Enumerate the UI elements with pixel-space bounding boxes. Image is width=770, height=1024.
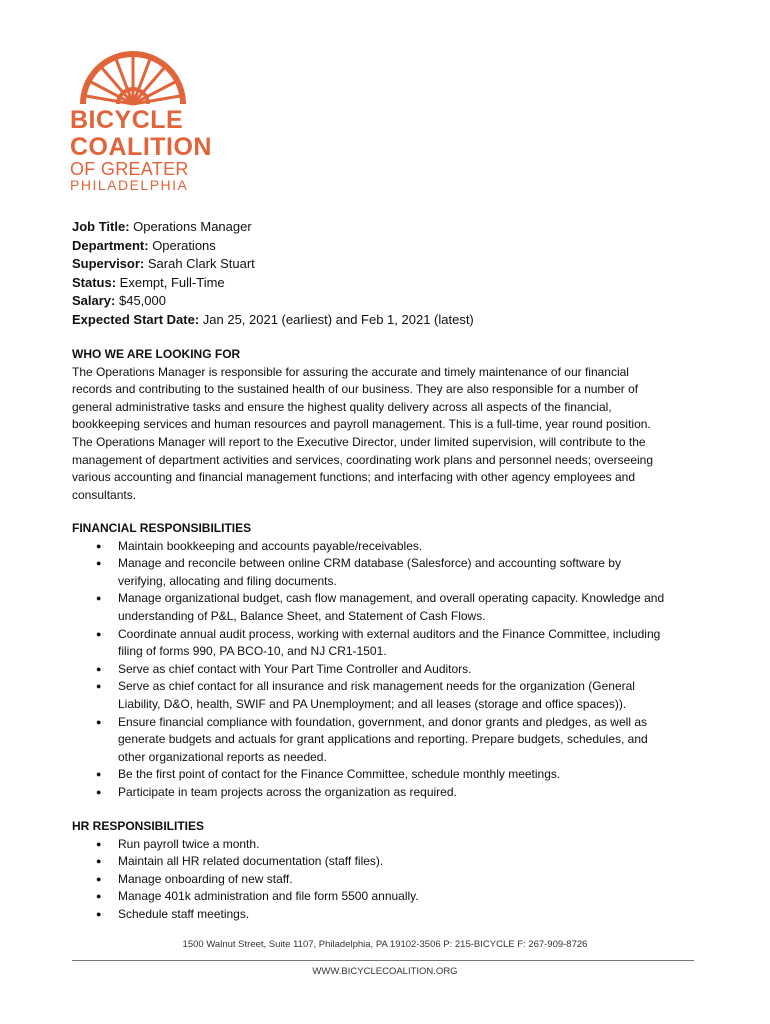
list-item-text: Maintain all HR related documentation (staff files).	[118, 854, 384, 869]
list-item-text: Manage and reconcile between online CRM database (Salesforce) and accounting software by	[118, 556, 621, 571]
financial-responsibilities-section	[72, 520, 702, 802]
logo-text-philadelphia: PHILADELPHIA	[70, 177, 189, 193]
text-line: general administrative tasks and ensure the highest quality delivery across all aspects of the financial,	[72, 399, 612, 414]
list-item	[72, 836, 702, 854]
list-item-text: Coordinate annual audit process, working with external auditors and the Finance Committee, including	[118, 626, 661, 641]
field-value: Jan 25, 2021 (earliest) and Feb 1, 2021 (latest)	[199, 311, 474, 327]
list-item	[72, 590, 702, 625]
logo-text-bicycle: BICYCLE	[70, 106, 184, 134]
field-label: Department:	[72, 237, 149, 253]
field-label: Supervisor:	[72, 256, 145, 272]
list-item-text: other organizational reports as needed.	[118, 749, 327, 764]
list-item-text: Be the first point of contact for the Finance Committee, schedule monthly meetings.	[118, 767, 561, 782]
field-label: Status:	[72, 274, 117, 290]
list-item-text: Participate in team projects across the organization as required.	[118, 784, 457, 799]
job-details	[72, 218, 474, 330]
list-item	[72, 888, 702, 906]
list-item	[72, 871, 702, 889]
footer-divider	[72, 960, 694, 961]
list-item	[72, 766, 702, 784]
list-item	[72, 784, 702, 802]
list-item-text: Manage 401k administration and file form 5500 annually.	[118, 889, 419, 904]
bullet-list	[72, 836, 702, 924]
job-title-row	[72, 218, 474, 237]
field-value: $45,000	[115, 293, 166, 309]
footer-address: 1500 Walnut Street, Suite 1107, Philadelphia, PA 19102-3506 P: 215-BICYCLE F: 267-909-8726	[182, 939, 588, 950]
list-item-text: generate budgets and actuals for grant applications and reporting. Prepare budgets, schedules, and	[118, 732, 648, 747]
list-item-text: filing of forms 990, PA BCO-10, and NJ CR1-1501.	[118, 644, 387, 659]
supervisor-row	[72, 255, 474, 274]
salary-row	[72, 292, 474, 311]
list-item-text: Serve as chief contact with Your Part Time Controller and Auditors.	[118, 661, 472, 676]
text-line: consultants.	[72, 487, 137, 502]
section-paragraph	[72, 364, 702, 505]
list-item-text: verifying, allocating and filing documents.	[118, 573, 337, 588]
status-row	[72, 274, 474, 293]
list-item-text: Manage onboarding of new staff.	[118, 871, 293, 886]
hr-responsibilities-section	[72, 818, 702, 924]
department-row	[72, 237, 474, 256]
list-item-text: Serve as chief contact for all insurance and risk management needs for the organization (General	[118, 679, 635, 694]
list-item-text: Manage organizational budget, cash flow management, and overall operating capacity. Knowledge and	[118, 591, 665, 606]
field-value: Operations	[148, 237, 216, 253]
field-label: Salary:	[72, 293, 116, 309]
list-item-text: Run payroll twice a month.	[118, 836, 260, 851]
list-item	[72, 678, 702, 713]
field-label: Job Title:	[72, 219, 130, 234]
text-line: bookkeeping services and human resources and payroll management. This is a full-time, year round position.	[72, 417, 651, 432]
list-item	[72, 538, 702, 556]
list-item-text: Liability, D&O, health, SWIF and PA Unemployment; and all leases (storage and office spaces)).	[118, 696, 627, 711]
list-item	[72, 714, 702, 767]
who-we-are-looking-for-section	[72, 346, 702, 504]
list-item	[72, 853, 702, 871]
field-label: Expected Start Date:	[72, 311, 200, 327]
text-line: The Operations Manager is responsible for assuring the accurate and timely maintenance of our financial	[72, 364, 629, 379]
list-item-text: Schedule staff meetings.	[118, 906, 250, 921]
bullet-list	[72, 538, 702, 802]
text-line: management of department activities and services, coordinating work plans and personnel needs; overseeing	[72, 452, 654, 467]
list-item	[72, 555, 702, 590]
section-heading: HR RESPONSIBILITIES	[72, 819, 205, 833]
start-date-row	[72, 311, 474, 330]
list-item-text: understanding of P&L, Balance Sheet, and Statement of Cash Flows.	[118, 608, 486, 623]
field-value: Operations Manager	[129, 219, 252, 234]
section-heading: FINANCIAL RESPONSIBILITIES	[72, 521, 252, 535]
list-item	[72, 906, 702, 924]
section-heading: WHO WE ARE LOOKING FOR	[72, 347, 241, 361]
logo-text-coalition: COALITION	[70, 133, 212, 161]
bicycle-coalition-logo	[68, 46, 212, 196]
list-item	[72, 626, 702, 661]
list-item-text: Maintain bookkeeping and accounts payable/receivables.	[118, 538, 423, 553]
footer-website-link[interactable]: WWW.BICYCLECOALITION.ORG	[312, 966, 458, 977]
list-item	[72, 661, 702, 679]
logo-text-of-greater: OF GREATER	[70, 159, 189, 179]
text-line: records and contributing to the sustained health of our business. They are also responsible for a number of	[72, 382, 639, 397]
field-value: Sarah Clark Stuart	[144, 256, 255, 272]
field-value: Exempt, Full-Time	[116, 274, 225, 290]
text-line: various accounting and financial management functions; and interfacing with other agency employees and	[72, 470, 636, 485]
wheel-logo-icon	[78, 46, 188, 108]
text-line: The Operations Manager will report to the Executive Director, under limited supervision, will contribute to the	[72, 434, 646, 449]
list-item-text: Ensure financial compliance with foundation, government, and donor grants and pledges, as well as	[118, 714, 647, 729]
